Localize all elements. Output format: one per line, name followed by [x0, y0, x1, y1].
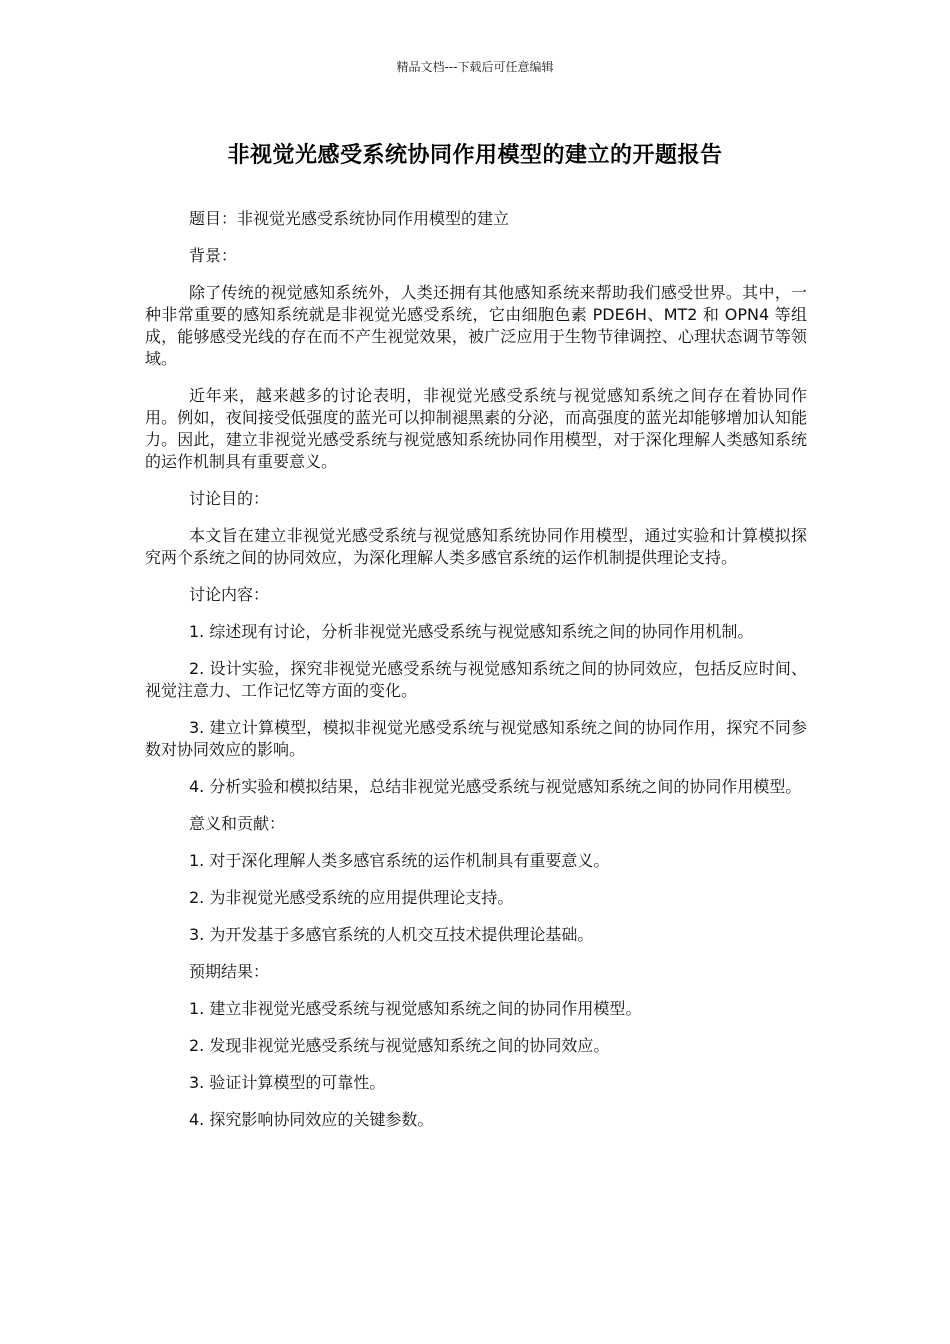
list-item-content-3: 3. 建立计算模型，模拟非视觉光感受系统与视觉感知系统之间的协同作用，探究不同参数对协同效应的影响。: [145, 718, 807, 759]
list-item-result-3: 3. 验证计算模型的可靠性。: [189, 1073, 386, 1092]
heading-significance: 意义和贡献：: [189, 814, 286, 833]
heading-background: 背景：: [189, 246, 238, 265]
document-title: 非视觉光感受系统协同作用模型的建立的开题报告: [227, 143, 723, 168]
paragraph-background-1: 除了传统的视觉感知系统外，人类还拥有其他感知系统来帮助我们感受世界。其中，一种非常重要的感知系统就是非视觉光感受系统，它由细胞色素 PDE6H、MT2 和 OPN4 等组成，能够感受光线的存在而不产生视觉效果，被广泛应用于生物节律调控、心理状态调节等领域。: [145, 283, 807, 368]
heading-content: 讨论内容：: [189, 585, 270, 604]
header-note: 精品文档---下载后可任意编辑: [396, 60, 554, 74]
list-item-result-4: 4. 探究影响协同效应的关键参数。: [189, 1110, 434, 1129]
list-item-significance-2: 2. 为非视觉光感受系统的应用提供理论支持。: [189, 888, 514, 907]
list-item-result-2: 2. 发现非视觉光感受系统与视觉感知系统之间的协同效应。: [189, 1036, 610, 1055]
list-item-significance-1: 1. 对于深化理解人类多感官系统的运作机制具有重要意义。: [189, 851, 610, 870]
paragraph-topic: 题目：非视觉光感受系统协同作用模型的建立: [189, 209, 510, 228]
list-item-content-1: 1. 综述现有讨论，分析非视觉光感受系统与视觉感知系统之间的协同作用机制。: [189, 622, 754, 641]
list-item-content-4: 4. 分析实验和模拟结果，总结非视觉光感受系统与视觉感知系统之间的协同作用模型。: [189, 777, 802, 796]
paragraph-background-2: 近年来，越来越多的讨论表明，非视觉光感受系统与视觉感知系统之间存在着协同作用。例如，夜间接受低强度的蓝光可以抑制褪黑素的分泌，而高强度的蓝光却能够增加认知能力。因此，建立非视觉光感受系统与视觉感知系统协同作用模型，对于深化理解人类感知系统的运作机制具有重要意义。: [145, 386, 807, 471]
heading-expected-results: 预期结果：: [189, 962, 270, 981]
list-item-content-2: 2. 设计实验，探究非视觉光感受系统与视觉感知系统之间的协同效应，包括反应时间、视觉注意力、工作记忆等方面的变化。: [145, 659, 807, 700]
list-item-result-1: 1. 建立非视觉光感受系统与视觉感知系统之间的协同作用模型。: [189, 999, 642, 1018]
heading-purpose: 讨论目的：: [189, 489, 270, 508]
paragraph-purpose: 本文旨在建立非视觉光感受系统与视觉感知系统协同作用模型，通过实验和计算模拟探究两个系统之间的协同效应，为深化理解人类多感官系统的运作机制提供理论支持。: [145, 526, 807, 567]
document-body: [145, 208, 807, 1146]
list-item-significance-3: 3. 为开发基于多感官系统的人机交互技术提供理论基础。: [189, 925, 594, 944]
